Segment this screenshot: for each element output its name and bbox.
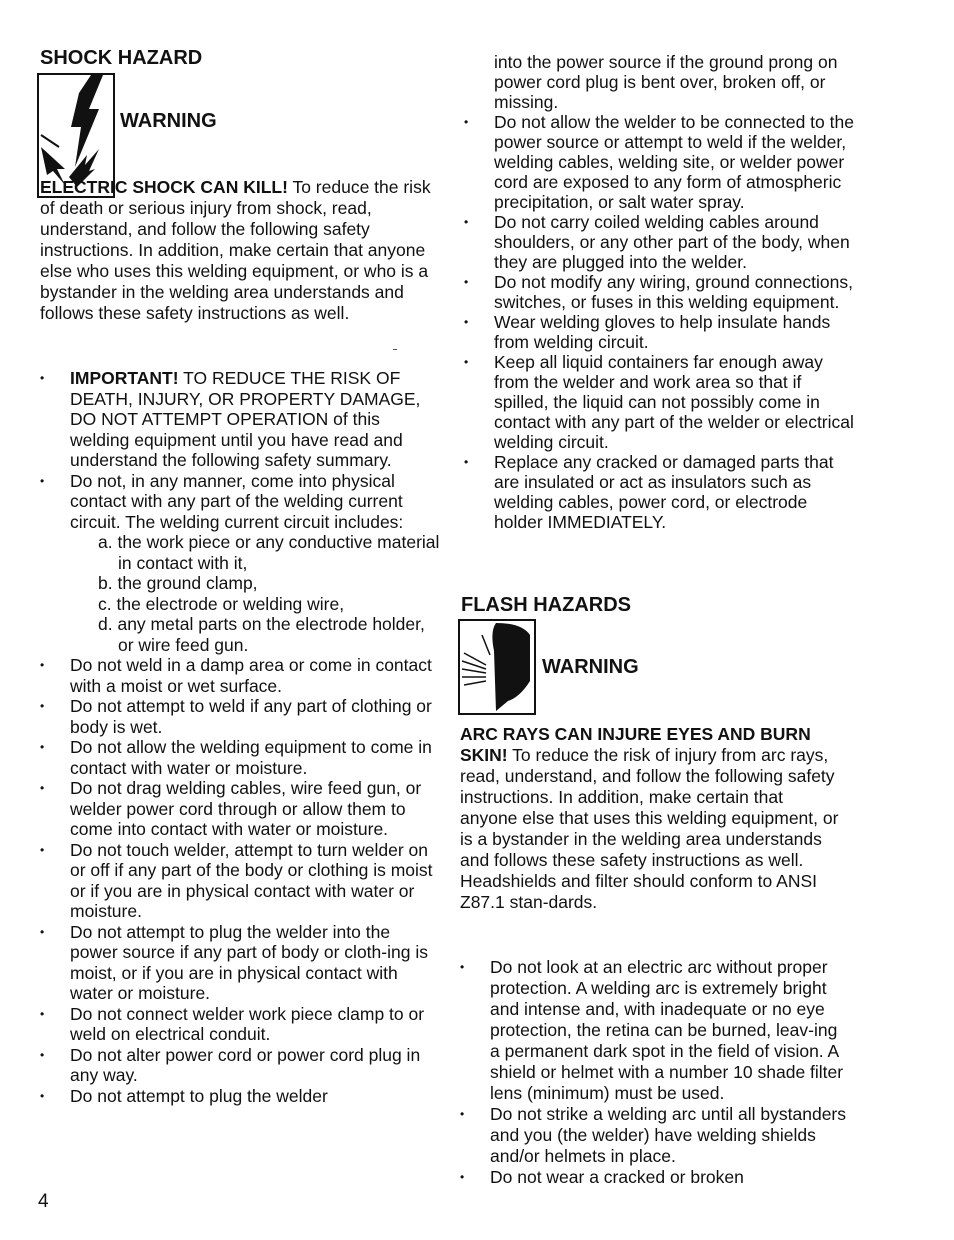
circuit-parts-list bbox=[70, 532, 440, 655]
list-item: • Do not weld in a damp area or come in contact with a moist or wet surface. bbox=[40, 655, 440, 696]
list-item: • Wear welding gloves to help insulate hands from welding circuit. bbox=[464, 312, 854, 352]
list-item: • Do not allow the welding equipment to come in contact with water or moisture. bbox=[40, 737, 440, 778]
circuit-part: c. the electrode or welding wire, bbox=[98, 593, 345, 614]
list-item: • Do not wear a cracked or broken bbox=[460, 1167, 850, 1188]
list-item: • Keep all liquid containers far enough away from the welder and work area so that if spilled, the liquid can not possibly come in contact with any part of the welder or electrical welding circuit. bbox=[464, 352, 854, 452]
list-item: • Do not drag welding cables, wire feed gun, or welder power cord through or allow them to come into contact with water or moisture. bbox=[40, 778, 440, 840]
list-item: • Do not strike a welding arc until all bystanders and you (the welder) have welding shields and/or helmets in place. bbox=[460, 1104, 850, 1167]
shock-intro-text: To reduce the risk of death or serious injury from shock, read, understand, and follow the following safety instructions. In addition, make certain that anyone else who uses this welding equipment, or who is a bystander in the welding area understands and follows these safety instructions as well. bbox=[40, 177, 431, 323]
list-item bbox=[40, 471, 440, 656]
contact-item-text: Do not, in any manner, come into physical contact with any part of the welding current circuit. The welding current circuit includes: bbox=[70, 470, 404, 532]
list-item: • Do not look at an electric arc without proper protection. A welding arc is extremely bright and intense and, with inadequate or no eye protection, the retina can be burned, leav-ing a permanent dark spot in the field of vision. A shield or helmet with a number 10 shade filter lens (minimum) must be used. bbox=[460, 957, 850, 1104]
list-item: • Do not attempt to plug the welder into the power source if any part of body or cloth-ing is moist, or if you are in physical contact with water or moisture. bbox=[40, 922, 440, 1004]
flash-intro-text: To reduce the risk of injury from arc rays, read, understand, and follow the following safety instructions. In addition, make certain that anyone else that uses this welding equipment, or is a bystander in the welding area understands and follows these safety instructions as well. Headshields and filter should conform to ANSI Z87.1 stan-dards. bbox=[460, 745, 839, 912]
shock-intro bbox=[40, 177, 440, 324]
list-item: • Replace any cracked or damaged parts that are insulated or act as insulators such as welding cables, power cord, or electrode holder IMMEDIATELY. bbox=[464, 452, 854, 532]
list-item: • Do not allow the welder to be connected to the power source or attempt to weld if the welder, welding cables, welding site, or welder power cord are exposed to any form of atmospheric precipitation, or salt water spray. bbox=[464, 112, 854, 212]
shock-hazard-heading: SHOCK HAZARD bbox=[40, 47, 203, 69]
flash-intro bbox=[460, 724, 840, 913]
list-item: • Do not carry coiled welding cables around shoulders, or any other part of the body, when they are plugged into the welder. bbox=[464, 212, 854, 272]
shock-list-left bbox=[40, 368, 440, 1106]
list-item: • Do not alter power cord or power cord plug in any way. bbox=[40, 1045, 440, 1086]
circuit-part: b. the ground clamp, bbox=[98, 573, 258, 593]
flash-intro-lead: ARC RAYS CAN INJURE EYES AND BURN SKIN! bbox=[460, 724, 811, 765]
welding-helmet-icon bbox=[460, 621, 534, 713]
shock-continuation: into the power source if the ground prong on power cord plug is bent over, broken off, or missing. bbox=[494, 52, 838, 112]
flash-warning-label: WARNING bbox=[542, 656, 639, 678]
list-item: • Do not attempt to weld if any part of clothing or body is wet. bbox=[40, 696, 440, 737]
important-text: TO REDUCE THE RISK OF DEATH, INJURY, OR PROPERTY DAMAGE, DO NOT ATTEMPT OPERATION of this welding equipment until you have read and understand the following safety summary. bbox=[70, 368, 421, 470]
flash-list bbox=[460, 957, 850, 1188]
list-item bbox=[40, 368, 440, 471]
shock-list-right bbox=[464, 112, 854, 532]
shock-warning-label: WARNING bbox=[120, 110, 217, 132]
flash-hazards-heading: FLASH HAZARDS bbox=[461, 594, 631, 616]
page-number: 4 bbox=[38, 1191, 49, 1212]
important-lead: IMPORTANT! bbox=[70, 368, 179, 388]
circuit-part: a. the work piece or any conductive material in contact with it, bbox=[98, 532, 440, 573]
list-item: • Do not connect welder work piece clamp to or weld on electrical conduit. bbox=[40, 1004, 440, 1045]
list-item: • Do not modify any wiring, ground connections, switches, or fuses in this welding equipment. bbox=[464, 272, 854, 312]
stray-mark bbox=[393, 349, 397, 350]
list-item: • Do not touch welder, attempt to turn welder on or off if any part of the body or clothing is moist or if you are in physical contact with water or moisture. bbox=[40, 840, 440, 922]
list-item: • Do not attempt to plug the welder bbox=[40, 1086, 440, 1107]
circuit-part: d. any metal parts on the electrode holder, or wire feed gun. bbox=[98, 614, 425, 655]
flash-warning-symbol bbox=[458, 619, 536, 715]
shock-intro-lead: ELECTRIC SHOCK CAN KILL! bbox=[40, 177, 288, 197]
